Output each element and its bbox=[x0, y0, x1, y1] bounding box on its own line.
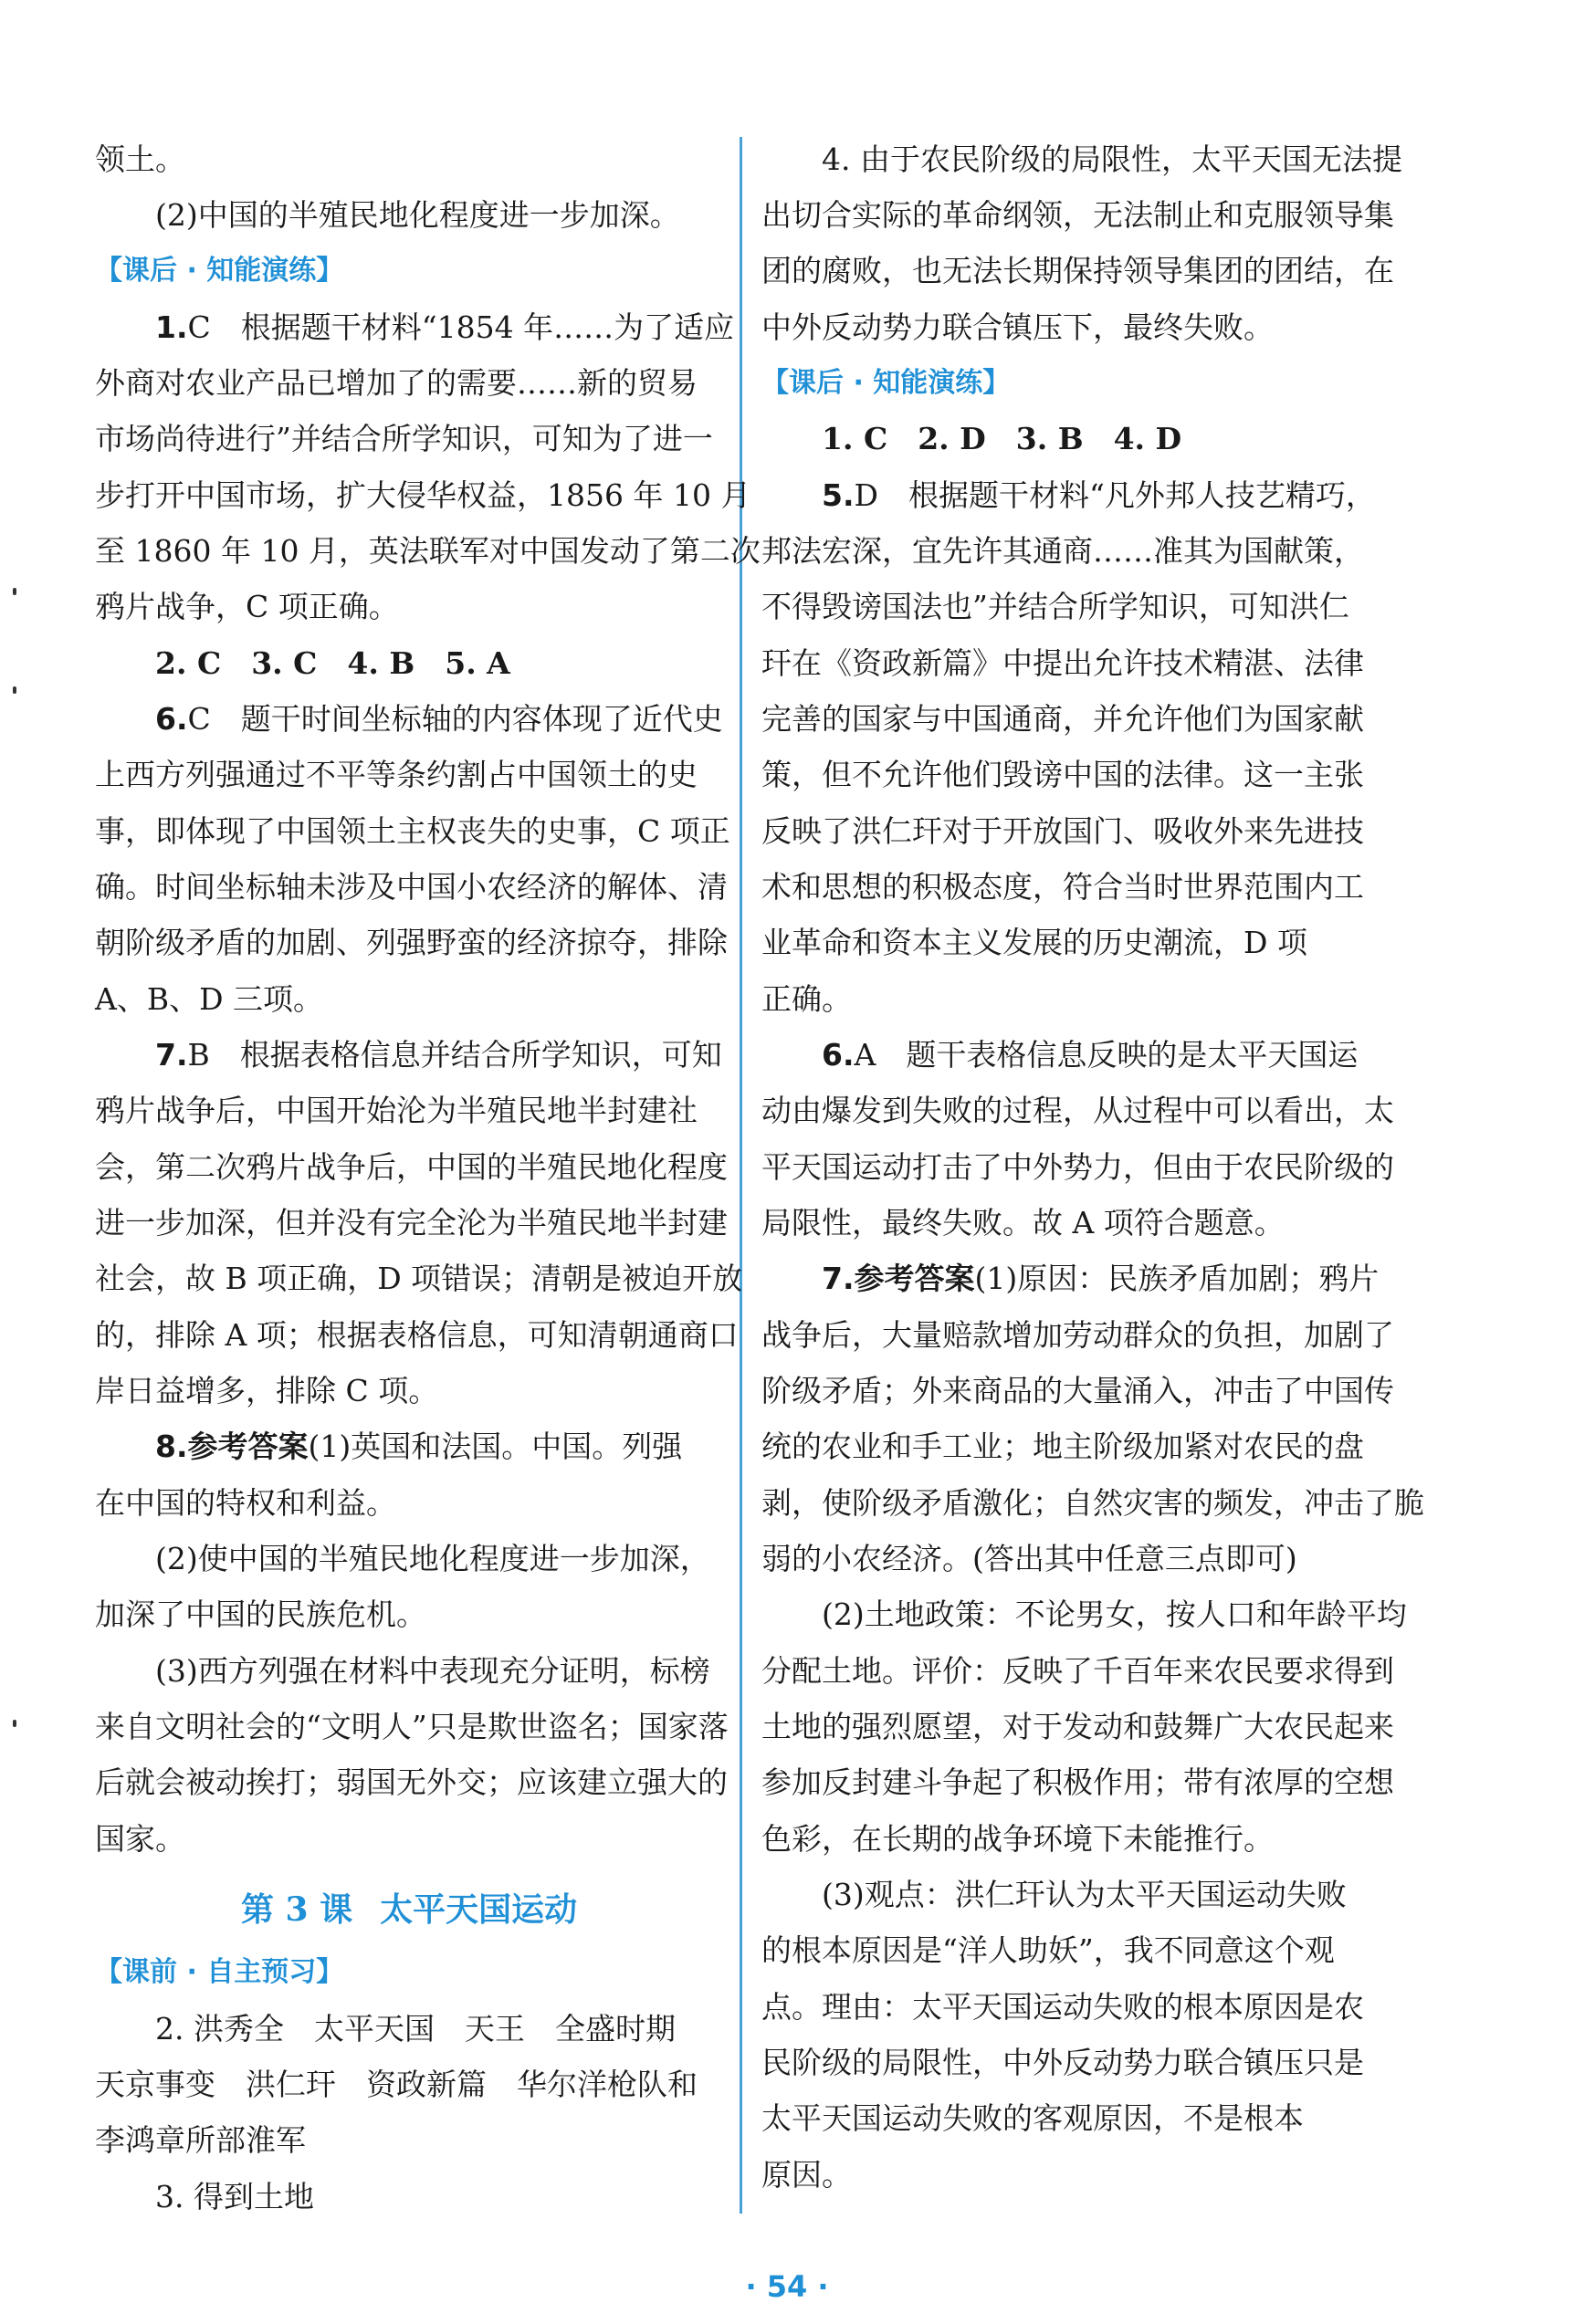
text-line: 局限性，最终失败。故 A 项符合题意。 bbox=[761, 1205, 1285, 1241]
text-line: 术和思想的积极态度，符合当时世界范围内工 bbox=[761, 869, 1364, 905]
text-line: (3)西方列强在材料中表现充分证明，标榜 bbox=[155, 1653, 710, 1689]
text-line: 点。理由：太平天国运动失败的根本原因是农 bbox=[761, 1989, 1364, 2025]
margin-mark bbox=[13, 686, 16, 694]
answer-number: 7. bbox=[822, 1261, 855, 1296]
answer-item bbox=[822, 1259, 1379, 1299]
text-line: 太平天国运动失败的客观原因，不是根本 bbox=[761, 2100, 1304, 2136]
answer-text: C 根据题干材料“1854 年……为了适应 bbox=[187, 309, 735, 345]
text-line: 李鸿章所部淮军 bbox=[95, 2122, 306, 2158]
text-line: 战争后，大量赔款增加劳动群众的负担，加剧了 bbox=[761, 1317, 1394, 1353]
lesson-number: 第 3 课 bbox=[241, 1890, 353, 1929]
text-line: 社会，故 B 项正确，D 项错误；清朝是被迫开放 bbox=[95, 1261, 743, 1296]
text-line: 上西方列强通过不平等条约割占中国领土的史 bbox=[95, 757, 698, 792]
answer-item bbox=[155, 699, 723, 739]
section-heading: 【课后 · 知能演练】 bbox=[95, 255, 344, 287]
reference-answer-label: 参考答案 bbox=[187, 1429, 309, 1464]
page-number: · 54 · bbox=[745, 2269, 829, 2304]
text-line: 反映了洪仁玕对于开放国门、吸收外来先进技 bbox=[761, 813, 1364, 849]
answer-text: A 题干表格信息反映的是太平天国运 bbox=[854, 1037, 1359, 1073]
lesson-title bbox=[241, 1888, 577, 1931]
answer-number: 5. bbox=[822, 477, 855, 513]
answer-number: 1. bbox=[155, 309, 188, 345]
margin-mark bbox=[13, 588, 16, 595]
column-divider bbox=[740, 137, 742, 2214]
answer-text: C 题干时间坐标轴的内容体现了近代史 bbox=[187, 701, 723, 737]
text-line: 平天国运动打击了中外势力，但由于农民阶级的 bbox=[761, 1149, 1394, 1185]
text-line: 土地的强烈愿望，对于发动和鼓舞广大农民起来 bbox=[761, 1709, 1394, 1744]
lesson-name: 太平天国运动 bbox=[380, 1890, 578, 1929]
text-line: 团的腐败，也无法长期保持领导集团的团结，在 bbox=[761, 253, 1394, 288]
text-line: 参加反封建斗争起了积极作用；带有浓厚的空想 bbox=[761, 1764, 1394, 1800]
text-line: 出切合实际的革命纲领，无法制止和克服领导集 bbox=[761, 197, 1394, 233]
text-line: 业革命和资本主义发展的历史潮流，D 项 bbox=[761, 925, 1307, 960]
text-line: 鸦片战争后，中国开始沦为半殖民地半封建社 bbox=[95, 1093, 698, 1128]
text-line: (2)中国的半殖民地化程度进一步加深。 bbox=[155, 197, 680, 233]
text-line: 天京事变 洪仁玕 资政新篇 华尔洋枪队和 bbox=[95, 2067, 698, 2102]
answer-item bbox=[822, 1035, 1358, 1075]
text-line: 阶级矛盾；外来商品的大量涌入，冲击了中国传 bbox=[761, 1373, 1394, 1408]
section-heading: 【课后 · 知能演练】 bbox=[761, 367, 1011, 399]
answer-item bbox=[822, 476, 1376, 516]
text-line: 不得毁谤国法也”并结合所学知识，可知洪仁 bbox=[761, 589, 1349, 624]
answer-number: 6. bbox=[155, 701, 188, 737]
text-line: 邦法宏深，宜先许其通商……准其为国献策， bbox=[761, 533, 1364, 569]
answer-list: 2. C 3. C 4. B 5. A bbox=[155, 645, 510, 681]
text-line: 朝阶级矛盾的加剧、列强野蛮的经济掠夺，排除 bbox=[95, 925, 728, 960]
text-line: 的根本原因是“洋人助妖”，我不同意这个观 bbox=[761, 1932, 1335, 1968]
text-line: 外商对农业产品已增加了的需要……新的贸易 bbox=[95, 365, 698, 401]
text-line: 步打开中国市场，扩大侵华权益，1856 年 10 月 bbox=[95, 477, 751, 513]
answer-text: (1)原因：民族矛盾加剧；鸦片 bbox=[974, 1261, 1380, 1296]
text-line: 市场尚待进行”并结合所学知识，可知为了进一 bbox=[95, 421, 713, 456]
text-line: 会，第二次鸦片战争后，中国的半殖民地化程度 bbox=[95, 1149, 728, 1185]
text-line: 剥，使阶级矛盾激化；自然灾害的频发，冲击了脆 bbox=[761, 1485, 1424, 1521]
section-heading: 【课前 · 自主预习】 bbox=[95, 1956, 344, 1988]
text-line: 岸日益增多，排除 C 项。 bbox=[95, 1373, 439, 1408]
text-line: 策，但不允许他们毁谤中国的法律。这一主张 bbox=[761, 757, 1364, 792]
text-line: 的，排除 A 项；根据表格信息，可知清朝通商口 bbox=[95, 1317, 739, 1353]
answer-number: 7. bbox=[155, 1037, 188, 1073]
text-line: 进一步加深，但并没有完全沦为半殖民地半封建 bbox=[95, 1205, 728, 1241]
text-line: A、B、D 三项。 bbox=[95, 981, 324, 1017]
margin-mark bbox=[13, 1720, 16, 1727]
text-line: 正确。 bbox=[761, 981, 852, 1017]
text-line: 后就会被动挨打；弱国无外交；应该建立强大的 bbox=[95, 1764, 728, 1800]
answer-number: 6. bbox=[822, 1037, 855, 1073]
text-line: 加深了中国的民族危机。 bbox=[95, 1596, 426, 1632]
answer-text: (1)英国和法国。中国。列强 bbox=[308, 1429, 683, 1464]
answer-item bbox=[155, 1427, 682, 1467]
text-line: 事，即体现了中国领土主权丧失的史事，C 项正 bbox=[95, 813, 730, 849]
text-line: 领土。 bbox=[95, 141, 185, 177]
reference-answer-label: 参考答案 bbox=[854, 1261, 975, 1296]
text-line: 统的农业和手工业；地主阶级加紧对农民的盘 bbox=[761, 1429, 1364, 1464]
answer-item bbox=[155, 1035, 722, 1075]
text-line: (3)观点：洪仁玕认为太平天国运动失败 bbox=[822, 1877, 1347, 1912]
text-line: 分配土地。评价：反映了千百年来农民要求得到 bbox=[761, 1653, 1394, 1689]
text-line: 原因。 bbox=[761, 2157, 852, 2193]
text-line: 动由爆发到失败的过程，从过程中可以看出，太 bbox=[761, 1093, 1394, 1128]
text-line: 4. 由于农民阶级的局限性，太平天国无法提 bbox=[822, 141, 1402, 177]
text-line: 鸦片战争，C 项正确。 bbox=[95, 589, 399, 624]
answer-list: 1. C 2. D 3. B 4. D bbox=[822, 421, 1182, 456]
text-line: 至 1860 年 10 月，英法联军对中国发动了第二次 bbox=[95, 533, 761, 569]
text-line: 玕在《资政新篇》中提出允许技术精湛、法律 bbox=[761, 645, 1364, 681]
answer-number: 8. bbox=[155, 1429, 188, 1464]
text-line: 3. 得到土地 bbox=[155, 2179, 314, 2214]
text-line: 在中国的特权和利益。 bbox=[95, 1485, 396, 1521]
text-line: 中外反动势力联合镇压下，最终失败。 bbox=[761, 309, 1274, 345]
text-line: 完善的国家与中国通商，并允许他们为国家献 bbox=[761, 701, 1364, 737]
text-line: 色彩，在长期的战争环境下未能推行。 bbox=[761, 1821, 1274, 1857]
answer-text: B 根据表格信息并结合所学知识，可知 bbox=[187, 1037, 722, 1073]
text-line: 民阶级的局限性，中外反动势力联合镇压只是 bbox=[761, 2045, 1364, 2080]
text-line: 确。时间坐标轴未涉及中国小农经济的解体、清 bbox=[95, 869, 728, 905]
text-line: 2. 洪秀全 太平天国 天王 全盛时期 bbox=[155, 2011, 676, 2047]
text-line: (2)土地政策：不论男女，按人口和年龄平均 bbox=[822, 1596, 1407, 1632]
text-line: (2)使中国的半殖民地化程度进一步加深， bbox=[155, 1541, 710, 1576]
text-line: 来自文明社会的“文明人”只是欺世盗名；国家落 bbox=[95, 1709, 729, 1744]
text-line: 弱的小农经济。(答出其中任意三点即可) bbox=[761, 1541, 1297, 1576]
answer-text: D 根据题干材料“凡外邦人技艺精巧， bbox=[854, 477, 1376, 513]
text-line: 国家。 bbox=[95, 1821, 185, 1857]
answer-item bbox=[155, 308, 734, 348]
